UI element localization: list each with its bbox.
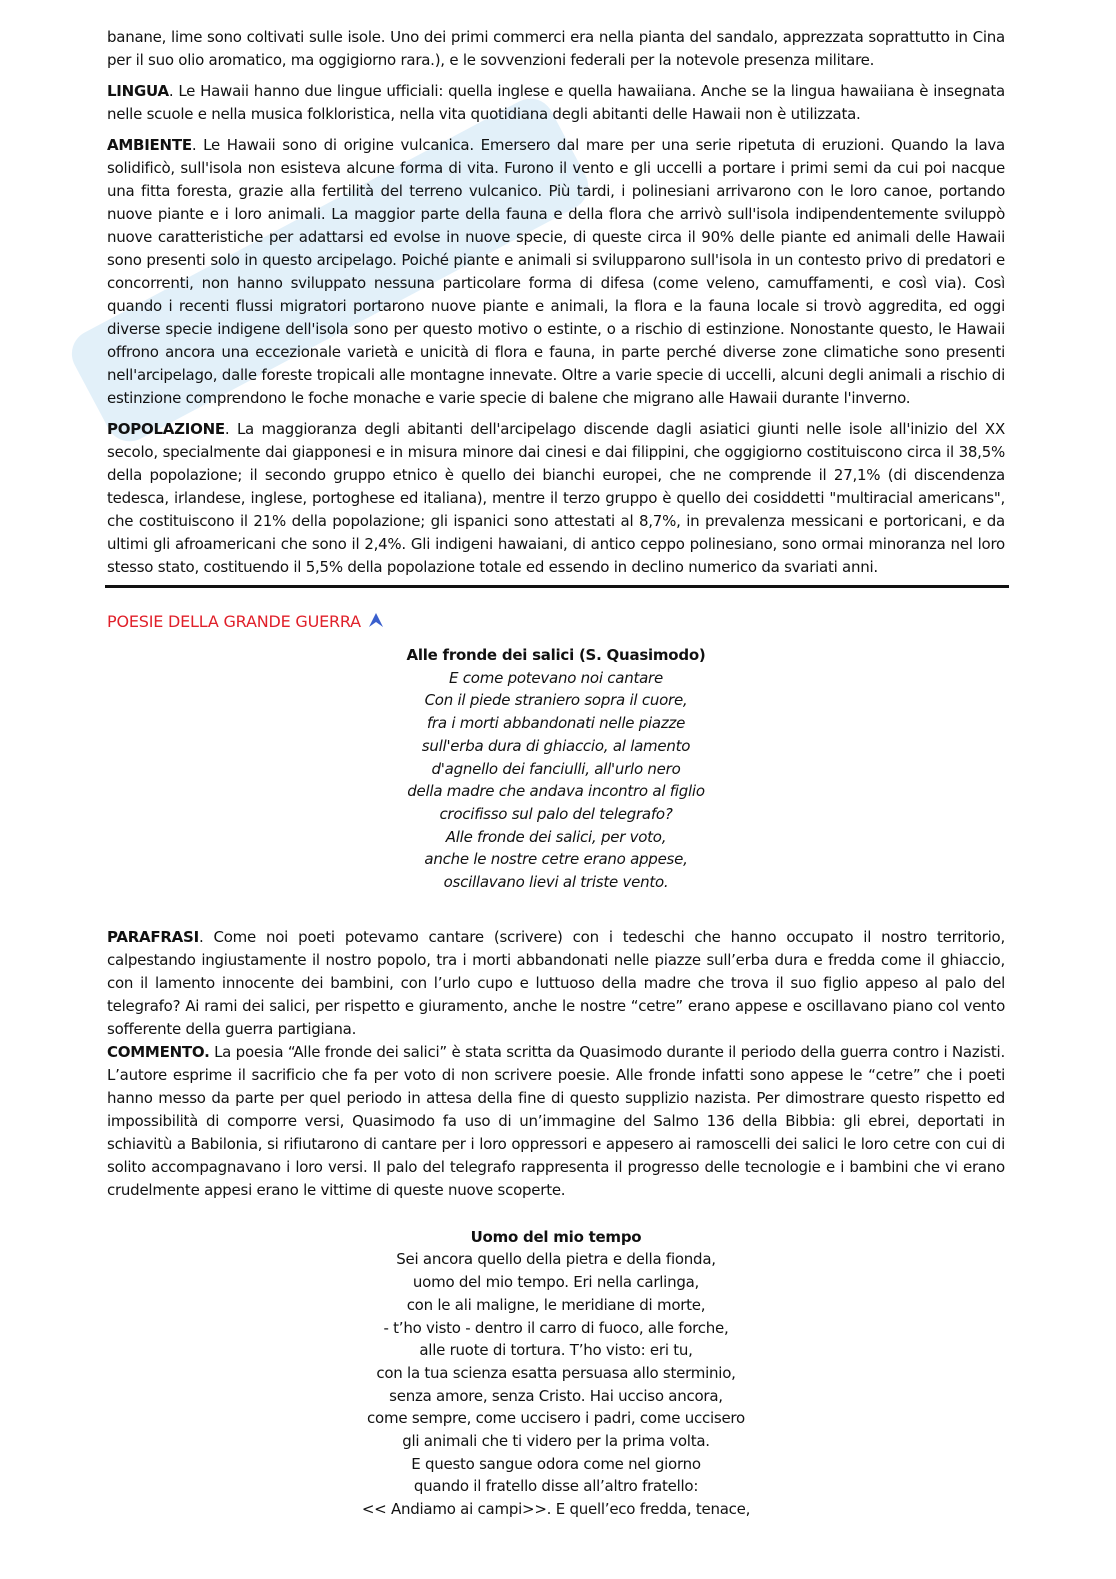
lingua-text: . Le Hawaii hanno due lingue ufficiali: quella inglese e quella hawaiiana. Anche se la lingua hawaiiana è insegnata nelle scuole e nella musica folkloristica, nella vita quotidiana degli abitanti delle Hawaii non è utilizzata. <box>107 82 1005 123</box>
ambiente-paragraph <box>107 134 1005 410</box>
lingua-paragraph <box>107 80 1005 126</box>
commento-label: COMMENTO. <box>107 1042 210 1061</box>
poem-line: Con il piede straniero sopra il cuore, <box>424 691 688 710</box>
poem-line: della madre che andava incontro al figlio <box>407 782 705 801</box>
popolazione-text: . La maggioranza degli abitanti dell'arcipelago discende dagli asiatici giunti nelle isole all'inizio del XX secolo, specialmente dai giapponesi e in misura minore dai cinesi e dai filippini, che oggigiorno costituiscono circa il 38,5% della popolazione; il secondo gruppo etnico è quello dei bianchi europei, che ne comprende il 27,1% (di discendenza tedesca, irlandese, inglese, portoghese ed italiana), mentre il terzo gruppo è quello dei cosiddetti "multiracial americans", che costituiscono il 21% della popolazione; gli ispanici sono attestati al 8,7%, in prevalenza messicani e portoricani, e da ultimi gli afroamericani che sono il 2,4%. Gli indigeni hawaiani, di antico ceppo polinesiano, sono ormai minoranza nel loro stesso stato, costituendo il 5,5% della popolazione totale ed essendo in declino numerico da svariati anni. <box>107 420 1005 576</box>
poem-line: gli animali che ti videro per la prima volta. <box>402 1432 710 1451</box>
parafrasi-text: . Come noi poeti potevamo cantare (scrivere) con i tedeschi che hanno occupato il nostro territorio, calpestando ingiustamente il nostro popolo, tra i morti abbandonati nelle piazze sull’erba dura e fredda come il ghiaccio, con il lamento innocente dei bambini, con l’urlo cupo e luttuoso della madre che trova il suo figlio appeso al palo del telegrafo? Ai rami dei salici, per rispetto e giuramento, anche le nostre “cetre” erano appese e oscillavano piano col vento sofferente della guerra partigiana. <box>107 927 1005 1038</box>
poem-line: crocifisso sul palo del telegrafo? <box>439 804 673 823</box>
economy-text: banane, lime sono coltivati sulle isole. Uno dei primi commerci era nella pianta del sandalo, apprezzata soprattutto in Cina per il suo olio aromatico, ma oggigiorno rara.), e le sovvenzioni federali per la notevole presenza militare. <box>107 28 1005 69</box>
poem-line: anche le nostre cetre erano appese, <box>424 850 688 869</box>
poem-line: Sei ancora quello della pietra e della fionda, <box>396 1250 716 1269</box>
poem-title: Uomo del mio tempo <box>470 1227 642 1246</box>
poem-line: sull'erba dura di ghiaccio, al lamento <box>421 736 691 755</box>
poem-line: con le ali maligne, le meridiane di morte, <box>406 1295 706 1314</box>
section-title: POESIE DELLA GRANDE GUERRA <box>107 612 361 631</box>
poem-line: come sempre, come uccisero i padri, come uccisero <box>367 1409 745 1428</box>
popolazione-label: POPOLAZIONE <box>107 420 225 438</box>
ambiente-label: AMBIENTE <box>107 136 192 154</box>
parafrasi-label: PARAFRASI <box>107 927 199 946</box>
commento-paragraph <box>107 1041 1005 1202</box>
poem-line: uomo del mio tempo. Eri nella carlinga, <box>412 1273 700 1292</box>
poem-line: Alle fronde dei salici, per voto, <box>445 827 667 846</box>
poem-line: E come potevano noi cantare <box>449 668 663 687</box>
poem-line: con la tua scienza esatta persuasa allo sterminio, <box>376 1363 736 1382</box>
poem-line: E questo sangue odora come nel giorno <box>411 1454 701 1473</box>
poem-line: - t’ho visto - dentro il carro di fuoco, alle forche, <box>383 1318 729 1337</box>
ambiente-text: . Le Hawaii sono di origine vulcanica. Emersero dal mare per una serie ripetuta di eruzioni. Quando la lava solidificò, sull'isola non esisteva alcune forma di vita. Furono il vento e gli uccelli a portare i primi semi da cui poi nacque una fitta foresta, grazie alla fertilità del terreno vulcanico. Più tardi, i polinesiani arrivarono con le loro canoe, portando nuove piante e i loro animali. La maggior parte della fauna e della flora che arrivò sull'isola indipendentemente sviluppò nuove caratteristiche per adattarsi ed evolse in nuove specie, di queste circa il 90% delle piante ed animali delle Hawaii sono presenti solo in questo arcipelago. Poiché piante e animali si svilupparono sull'isola in un contesto privo di predatori e concorrenti, non hanno sviluppato nessuna particolare forma di difesa (come veleno, camuffamenti, e così via). Così quando i recenti flussi migratori portarono nuove piante e animali, la flora e la fauna locale si trovò aggredita, ed oggi diverse specie indigene dell'isola sono per questo motivo o estinte, o a rischio di estinzione. Nonostante questo, le Hawaii offrono ancora una eccezionale varietà e unicità di flora e fauna, in parte perché diverse zone climatiche sono presenti nell'arcipelago, dalle foreste tropicali alle montagne innevate. Oltre a varie specie di uccelli, alcuni degli animali a rischio di estinzione comprendono le foche monache e varie specie di balene che migrano alle Hawaii durante l'inverno. <box>107 136 1005 407</box>
poem-line: alle ruote di tortura. T’ho visto: eri tu, <box>419 1341 693 1360</box>
economy-paragraph-tail <box>107 26 1005 72</box>
poem-title: Alle fronde dei salici (S. Quasimodo) <box>406 646 706 664</box>
section-heading <box>107 610 1005 634</box>
document-page <box>107 26 1005 1521</box>
commento-text: La poesia “Alle fronde dei salici” è stata scritta da Quasimodo durante il periodo della guerra contro i Nazisti. L’autore esprime il sacrificio che fa per voto di non scrivere poesie. Alle fronde infatti sono appese le “cetre” che i poeti hanno messo da parte per quel periodo in attesa della fine di questo supplizio nazista. Per dimostrare questo rispetto ed impossibilità di comporre versi, Quasimodo fa uso di un’immagine del Salmo 136 della Bibbia: gli ebrei, deportati in schiavitù a Babilonia, si rifiutarono di cantare per i loro oppressori e appesero ai ramoscelli dei salici le loro cetre con cui di solito accompagnavano i loro versi. Il palo del telegrafo rappresenta il progresso delle tecnologie e i bambini che vi erano crudelmente appesi erano le vittime di queste nuove scoperte. <box>107 1042 1005 1199</box>
poem-uomo-del-mio-tempo <box>107 1226 1005 1521</box>
poem-alle-fronde <box>107 644 1005 894</box>
up-arrow-icon[interactable] <box>369 613 383 627</box>
section-divider <box>105 585 1009 588</box>
parafrasi-paragraph <box>107 926 1005 1041</box>
poem-line: quando il fratello disse all’altro fratello: <box>413 1477 699 1496</box>
poem-line: d'agnello dei fanciulli, all'urlo nero <box>431 759 681 778</box>
popolazione-paragraph <box>107 418 1005 579</box>
poem-line: << Andiamo ai campi>>. E quell’eco fredda, tenace, <box>361 1500 751 1519</box>
lingua-label: LINGUA <box>107 82 169 100</box>
poem-line: oscillavano lievi al triste vento. <box>443 873 669 892</box>
poem-line: senza amore, senza Cristo. Hai ucciso ancora, <box>389 1386 723 1405</box>
poem-line: fra i morti abbandonati nelle piazze <box>426 714 686 733</box>
